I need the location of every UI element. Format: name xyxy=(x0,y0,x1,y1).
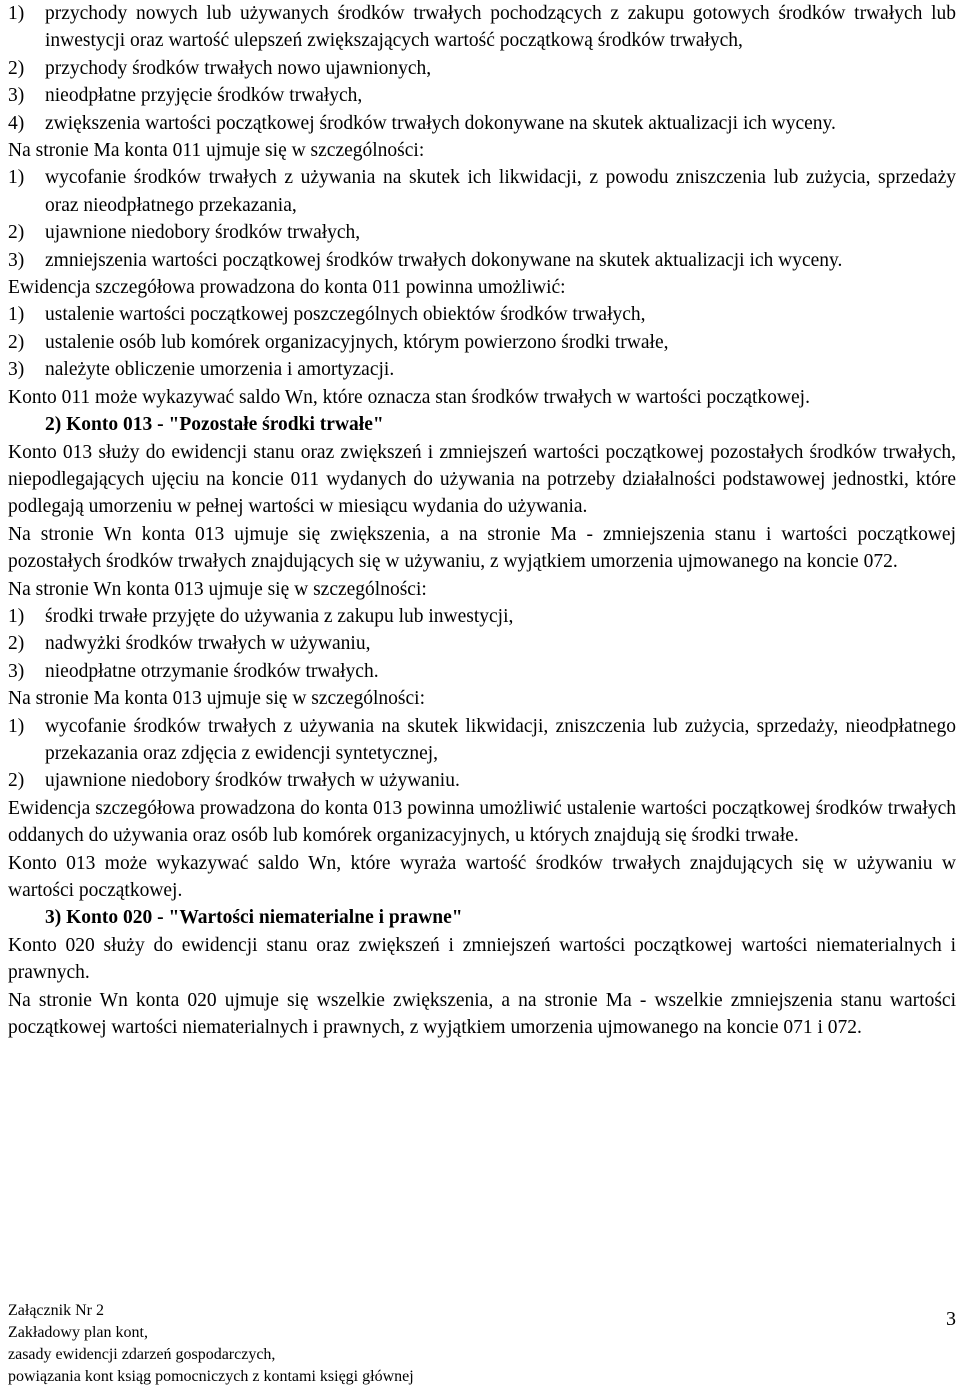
list-item: 3) należyte obliczenie umorzenia i amortyzacji. xyxy=(8,359,395,381)
list-item: 3) nieodpłatne przyjęcie środków trwałych, xyxy=(8,85,363,107)
list-ewidencja-011 xyxy=(8,301,956,383)
paragraph-ewidencja-013: Ewidencja szczegółowa prowadzona do konta 013 powinna umożliwić ustalenie wartości początkowej środków trwałych oddanych do używania oraz osób lub komórek organizacyjnych, u których znajdują się środki trwałe. xyxy=(8,797,956,847)
list-item: 2) ustalenie osób lub komórek organizacyjnych, którym powierzono środki trwałe, xyxy=(8,331,669,353)
list-item: 1) wycofanie środków trwałych z używania na skutek likwidacji, zniszczenia lub zużycia, sprzedaży, nieodpłatnego przekazania oraz zdjęcia z ewidencji syntetycznej, xyxy=(8,715,956,764)
paragraph-ma-011: Na stronie Ma konta 011 ujmuje się w szczególności: xyxy=(8,140,425,162)
list-item: 3) nieodpłatne otrzymanie środków trwałych. xyxy=(8,660,379,682)
paragraph-ma-013: Na stronie Ma konta 013 ujmuje się w szczególności: xyxy=(8,688,425,710)
list-ma-011 xyxy=(8,164,956,274)
list-wn-013 xyxy=(8,603,956,685)
page-number: 3 xyxy=(946,1308,956,1330)
page-footer xyxy=(8,1300,956,1388)
list-przychody-011 xyxy=(8,0,956,137)
list-ma-013 xyxy=(8,713,956,795)
list-item: 1) ustalenie wartości początkowej poszczególnych obiektów środków trwałych, xyxy=(8,304,646,326)
footer-plan-label: Zakładowy plan kont, xyxy=(8,1324,148,1341)
footer-attachment-label: Załącznik Nr 2 xyxy=(8,1302,104,1319)
list-item: 1) wycofanie środków trwałych z używania na skutek ich likwidacji, z powodu zniszczenia lub zużycia, sprzedaży oraz nieodpłatnego przekazania, xyxy=(8,167,956,216)
list-item: 2) przychody środków trwałych nowo ujawnionych, xyxy=(8,57,432,79)
paragraph-wn-013: Na stronie Wn konta 013 ujmuje się w szczególności: xyxy=(8,578,427,600)
paragraph-ewidencja-011: Ewidencja szczegółowa prowadzona do konta 011 powinna umożliwić: xyxy=(8,277,566,299)
list-item: 3) zmniejszenia wartości początkowej środków trwałych dokonywane na skutek aktualizacji ich wyceny. xyxy=(8,249,843,271)
document-page xyxy=(8,0,956,1041)
list-item: 1) środki trwałe przyjęte do używania z zakupu lub inwestycji, xyxy=(8,605,514,627)
paragraph-saldo-013: Konto 013 może wykazywać saldo Wn, które wyraża wartość środków trwałych znajdujących się w używaniu w wartości początkowej. xyxy=(8,852,956,901)
footer-links-label: powiązania kont ksiąg pomocniczych z kontami księgi głównej xyxy=(8,1368,414,1385)
footer-rules-label: zasady ewidencji zdarzeń gospodarczych, xyxy=(8,1346,276,1363)
list-item: 4) zwiększenia wartości początkowej środków trwałych dokonywane na skutek aktualizacji ich wyceny. xyxy=(8,112,836,134)
paragraph-020-wn-ma: Na stronie Wn konta 020 ujmuje się wszelkie zwiększenia, a na stronie Ma - wszelkie zmniejszenia stanu wartości początkowej wartości niematerialnych i prawnych, z wyjątkiem umorzenia ujmowanego na koncie 071 i 072. xyxy=(8,989,956,1039)
paragraph-013-sluzy: Konto 013 służy do ewidencji stanu oraz zwiększeń i zmniejszeń wartości początkowej pozostałych środków trwałych, niepodlegających ujęciu na koncie 011 wydanych do używania na potrzeby działalności podstawowej jednostki, które podlegają umorzeniu w pełnej wartości w miesiącu wydania do używania. xyxy=(8,441,956,518)
list-item: 2) ujawnione niedobory środków trwałych w używaniu. xyxy=(8,770,460,792)
paragraph-saldo-011: Konto 011 może wykazywać saldo Wn, które oznacza stan środków trwałych w wartości początkowej. xyxy=(8,386,810,408)
list-item: 2) ujawnione niedobory środków trwałych, xyxy=(8,222,361,244)
list-item: 2) nadwyżki środków trwałych w używaniu, xyxy=(8,633,371,655)
list-item: 1) przychody nowych lub używanych środków trwałych pochodzących z zakupu gotowych środków trwałych lub inwestycji oraz wartość ulepszeń zwiększających wartość początkową środków trwałych, xyxy=(8,3,956,52)
section-heading-konto-020: 3) Konto 020 - "Wartości niematerialne i prawne" xyxy=(45,907,463,929)
paragraph-013-wn-ma: Na stronie Wn konta 013 ujmuje się zwiększenia, a na stronie Ma - zmniejszenia stanu i wartości początkowej pozostałych środków trwałych znajdujących się w używaniu, z wyjątkiem umorzenia ujmowanego na koncie 072. xyxy=(8,523,956,573)
paragraph-020-sluzy: Konto 020 służy do ewidencji stanu oraz zwiększeń i zmniejszeń wartości początkowej wartości niematerialnych i prawnych. xyxy=(8,934,956,984)
section-heading-konto-013: 2) Konto 013 - "Pozostałe środki trwałe" xyxy=(45,414,384,436)
